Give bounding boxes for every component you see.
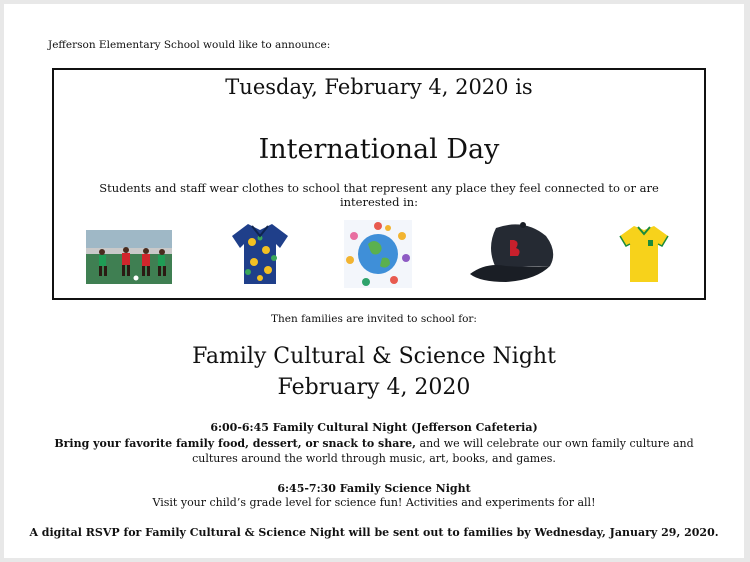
- box-title: International Day: [258, 134, 500, 165]
- announcement-line: Jefferson Elementary School would like to announce:: [48, 39, 331, 51]
- kids-around-globe-image: [344, 220, 412, 288]
- cultural-desc-bold: Bring your favorite family food, dessert, or snack to share,: [54, 437, 417, 450]
- box-description: Students and staff wear clothes to school that represent any place they feel connected to or are interested in:: [99, 181, 659, 209]
- cultural-desc-rest: and we will celebrate our own family culture and cultures around the world through music, art, books, and games.: [192, 437, 694, 465]
- science-night-description: Visit your child’s grade level for science fun! Activities and experiments for all!: [152, 496, 596, 509]
- document-page: [4, 4, 744, 558]
- event-date: February 4, 2020: [277, 375, 471, 400]
- rsvp-notice: A digital RSVP for Family Cultural & Science Night will be sent out to families by Wednesday, January 29, 2020.: [29, 526, 719, 539]
- event-title: Family Cultural & Science Night: [192, 344, 556, 369]
- soccer-players-photo: [86, 230, 172, 284]
- cultural-night-description: [4, 436, 744, 466]
- cultural-night-time: 6:00-6:45 Family Cultural Night (Jefferson Cafeteria): [210, 421, 538, 434]
- international-day-box: [52, 68, 706, 300]
- science-night-time: 6:45-7:30 Family Science Night: [277, 482, 471, 495]
- box-date-line: Tuesday, February 4, 2020 is: [225, 75, 533, 99]
- hawaiian-shirt-image: [230, 220, 290, 286]
- brazil-jersey-image: [618, 222, 670, 284]
- invite-line: Then families are invited to school for:: [271, 313, 477, 325]
- red-sox-cap-image: [466, 218, 562, 288]
